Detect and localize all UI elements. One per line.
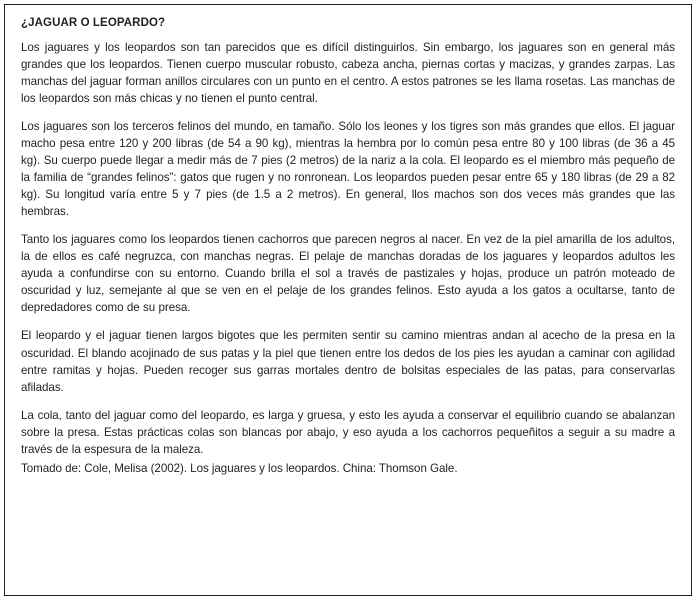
source-citation: Tomado de: Cole, Melisa (2002). Los jaguares y los leopardos. China: Thomson Gale. <box>21 461 458 475</box>
body-paragraph: Los jaguares y los leopardos son tan parecidos que es difícil distinguirlos. Sin embargo, los jaguares son en general más grandes que los leopardos. Tienen cuerpo muscular robusto, cabeza ancha, piernas cortas y macizas, y grandes zarpas. Las manchas del jaguar forman anillos circulares con un punto en el centro. A estos patrones se les llama rosetas. Las manchas de los leopardos son más chicas y no tienen el punto central. <box>21 41 675 106</box>
body-paragraph: Tanto los jaguares como los leopardos tienen cachorros que parecen negros al nacer. En vez de la piel amarilla de los adultos, la de ellos es café negruzca, con manchas negras. El pelaje de manchas doradas de los jaguares y leopardos adultos les ayuda a confundirse con su entorno. Cuando brilla el sol a través de pastizales y hojas, produce un patrón moteado de oscuridad y luz, semejante al que se ven en el pelaje de los grandes felinos. Esto ayuda a los gatos a ocultarse, tanto de depredadores como de su presa. <box>21 233 675 315</box>
document-frame <box>4 4 692 596</box>
page-title: ¿JAGUAR O LEOPARDO? <box>21 17 166 29</box>
body-paragraph: Los jaguares son los terceros felinos del mundo, en tamaño. Sólo los leones y los tigres son más grandes que ellos. El jaguar macho pesa entre 120 y 200 libras (de 54 a 90 kg), mientras la hembra por lo común pesa entre 80 y 100 libras (de 36 a 45 kg). Su cuerpo puede llegar a medir más de 7 pies (2 metros) de la nariz a la cola. El leopardo es el miembro más pequeño de la familia de “grandes felinos”: gatos que rugen y no ronronean. Los leopardos pueden pesar entre 65 y 180 libras (de 29 a 82 kg). Su longitud varía entre 5 y 7 pies (de 1.5 a 2 metros). En general, llos machos son dos veces más grandes que las hembras. <box>21 120 675 219</box>
body-paragraph: El leopardo y el jaguar tienen largos bigotes que les permiten sentir su camino mientras andan al acecho de la presa en la oscuridad. El blando acojinado de sus patas y la piel que tienen entre los dedos de los pies les ayudan a caminar con agilidad entre ramitas y hojas. Pueden recoger sus garras mortales dentro de bolsitas especiales de las patas, para conservarlas afiladas. <box>21 329 675 394</box>
body-paragraph: La cola, tanto del jaguar como del leopardo, es larga y gruesa, y esto les ayuda a conservar el equilibrio cuando se abalanzan sobre la presa. Estas prácticas colas son blancas por abajo, y eso ayuda a los cachorros pequeñitos a seguir a su madre a través de la espesura de la maleza. <box>21 408 675 456</box>
